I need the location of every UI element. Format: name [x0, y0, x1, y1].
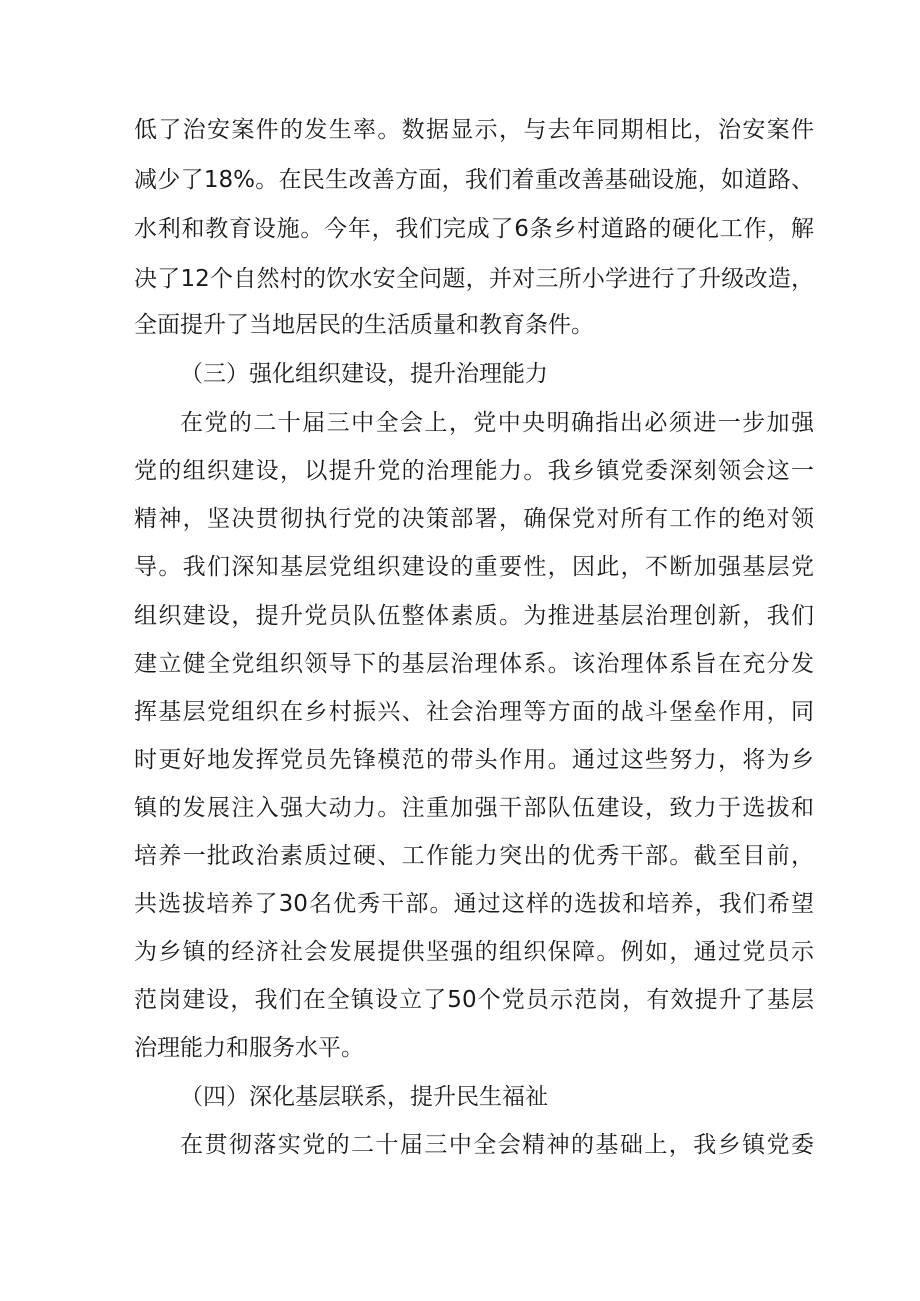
paragraph-line: 为乡镇的经济社会发展提供坚强的组织保障。例如，通过党员示: [134, 939, 814, 965]
section-heading: （四）深化基层联系，提升民生福祉: [180, 1084, 548, 1110]
paragraph-line: 共选拔培养了30名优秀干部。通过这样的选拔和培养，我们希望: [134, 891, 814, 917]
paragraph-line: 培养一批政治素质过硬、工作能力突出的优秀干部。截至目前，: [134, 843, 814, 869]
paragraph-line: 挥基层党组织在乡村振兴、社会治理等方面的战斗堡垒作用，同: [134, 699, 814, 725]
paragraph-line: 全面提升了当地居民的生活质量和教育条件。: [134, 312, 594, 338]
paragraph-line: 减少了18%。在民生改善方面，我们着重改善基础设施，如道路、: [134, 167, 814, 193]
paragraph-line: 精神，坚决贯彻执行党的决策部署，确保党对所有工作的绝对领: [134, 506, 814, 532]
paragraph-line: 水利和教育设施。今年，我们完成了6条乡村道路的硬化工作，解: [134, 216, 814, 242]
paragraph-line: 时更好地发挥党员先锋模范的带头作用。通过这些努力，将为乡: [134, 747, 814, 773]
paragraph-line: 建立健全党组织领导下的基层治理体系。该治理体系旨在充分发: [134, 651, 814, 677]
paragraph-line: 范岗建设，我们在全镇设立了50个党员示范岗，有效提升了基层: [134, 987, 814, 1013]
paragraph-line: 决了12个自然村的饮水安全问题，并对三所小学进行了升级改造，: [134, 266, 814, 292]
paragraph-line: 镇的发展注入强大动力。注重加强干部队伍建设，致力于选拔和: [134, 795, 814, 821]
paragraph-line: 在贯彻落实党的二十届三中全会精神的基础上，我乡镇党委: [180, 1132, 814, 1158]
paragraph-line: 党的组织建设，以提升党的治理能力。我乡镇党委深刻领会这一: [134, 458, 814, 484]
paragraph-line: 在党的二十届三中全会上，党中央明确指出必须进一步加强: [180, 410, 814, 436]
paragraph-line: 治理能力和服务水平。: [134, 1035, 364, 1061]
paragraph-line: 低了治安案件的发生率。数据显示，与去年同期相比，治安案件: [134, 117, 814, 143]
section-heading: （三）强化组织建设，提升治理能力: [180, 361, 548, 387]
paragraph-line: 导。我们深知基层党组织建设的重要性，因此，不断加强基层党: [134, 554, 814, 580]
paragraph-line: 组织建设，提升党员队伍整体素质。为推进基层治理创新，我们: [134, 603, 814, 629]
